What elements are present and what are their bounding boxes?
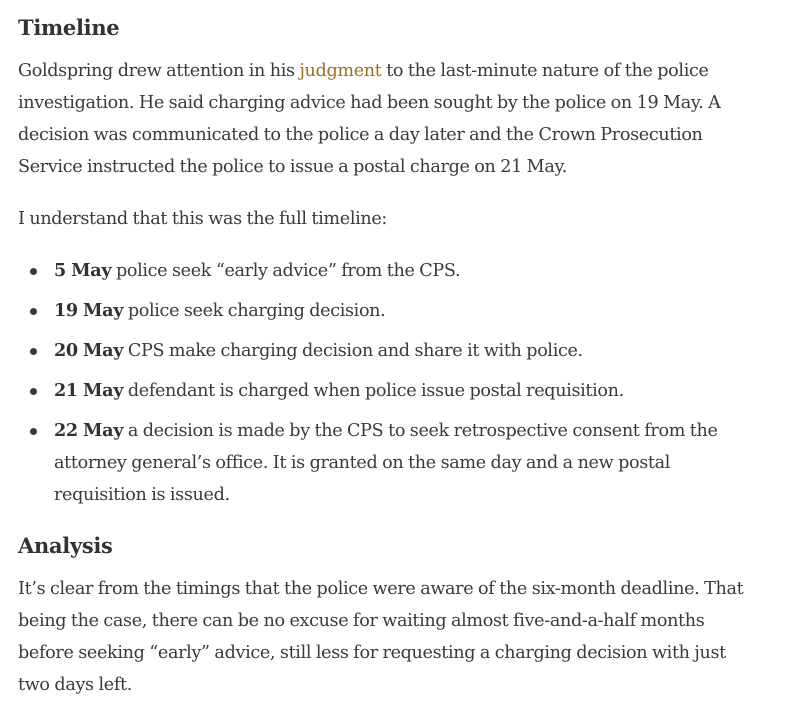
section-heading-analysis: Analysis — [18, 533, 113, 558]
bullet-icon — [30, 348, 37, 355]
paragraph-text-after-link: to the last-minute nature of the police investigation. He said charging advice had been sought by the police on 19 May. A decision was communicated to the police a day later and the Crown Prosecution Service instructed the police to issue a postal charge on 21 May. — [18, 61, 721, 177]
timeline-text: police seek “early advice” from the CPS. — [111, 261, 461, 281]
list-item — [18, 335, 758, 367]
timeline-date: 19 May — [54, 300, 124, 321]
timeline-intro: I understand that this was the full timeline: — [18, 209, 387, 229]
list-item — [18, 295, 758, 327]
timeline-date: 20 May — [54, 340, 124, 361]
timeline-paragraph — [18, 55, 758, 183]
timeline-date: 5 May — [54, 260, 112, 281]
timeline-date: 22 May — [54, 420, 124, 441]
list-item — [18, 375, 758, 407]
timeline-text: CPS make charging decision and share it with police. — [123, 341, 583, 361]
paragraph-text-before-link: Goldspring drew attention in his — [18, 61, 300, 81]
judgment-link[interactable]: judgment — [299, 61, 382, 81]
timeline-text: a decision is made by the CPS to seek retrospective consent from the attorney general’s office. It is granted on the same day and a new postal requisition is issued. — [54, 421, 718, 505]
bullet-icon — [30, 308, 37, 315]
timeline-text: police seek charging decision. — [123, 301, 386, 321]
list-item — [18, 415, 758, 511]
list-item — [18, 255, 758, 287]
bullet-icon — [30, 428, 37, 435]
timeline-text: defendant is charged when police issue postal requisition. — [123, 381, 624, 401]
section-heading-timeline: Timeline — [18, 15, 120, 40]
timeline-date: 21 May — [54, 380, 124, 401]
analysis-paragraph: It’s clear from the timings that the police were aware of the six-month deadline. That being the case, there can be no excuse for waiting almost five-and-a-half months before seeking “early” advice, still less for requesting a charging decision with just two days left. — [18, 579, 744, 695]
timeline-list — [18, 255, 758, 519]
bullet-icon — [30, 268, 37, 275]
bullet-icon — [30, 388, 37, 395]
